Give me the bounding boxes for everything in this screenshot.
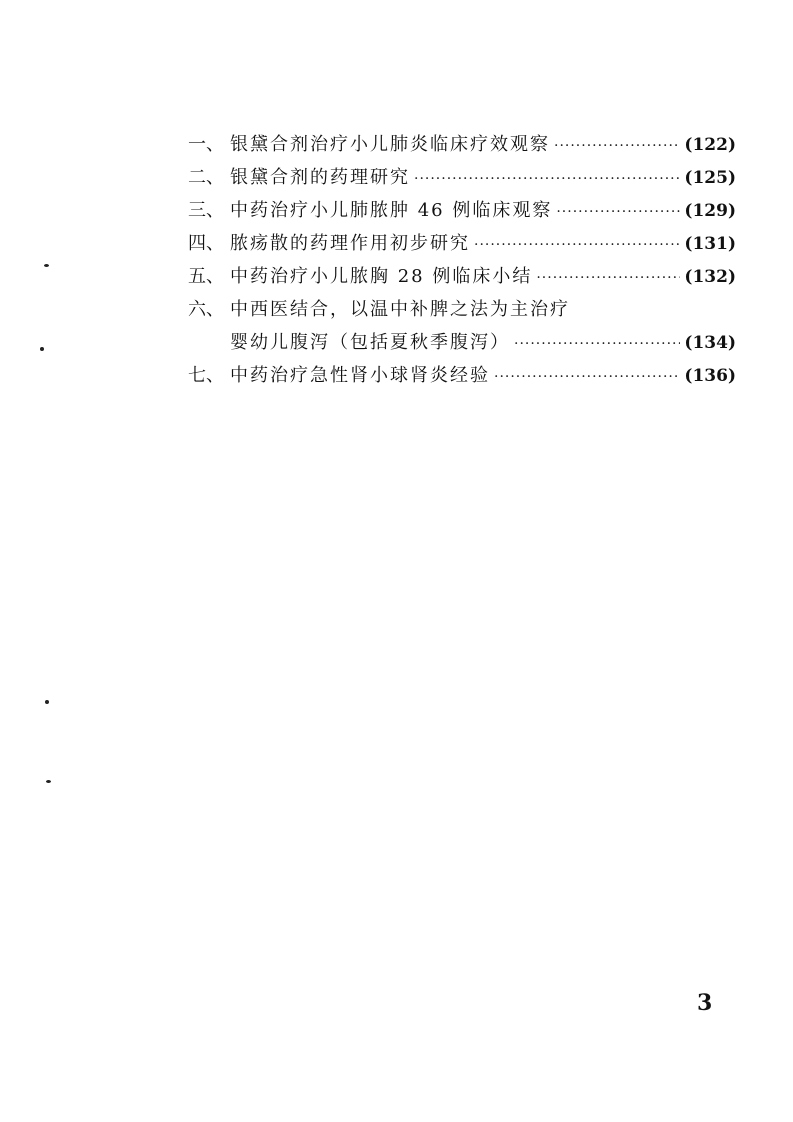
toc-entry-title: 脓疡散的药理作用初步研究 — [230, 233, 470, 254]
toc-leader-dots — [494, 361, 680, 394]
scan-speck — [44, 264, 49, 267]
toc-entry-title: 银黛合剂的药理研究 — [230, 167, 410, 188]
toc-entry-page: (125) — [684, 168, 736, 188]
toc-entry-5[interactable] — [188, 260, 736, 293]
toc-entry-7[interactable] — [188, 359, 736, 392]
toc-entry-number: 二、 — [188, 167, 224, 188]
toc-entry-page: (131) — [684, 234, 736, 254]
toc-leader-dots — [514, 328, 680, 361]
toc-leader-dots — [474, 229, 680, 262]
toc-entry-number: 一、 — [188, 134, 224, 155]
toc-entry-page: (134) — [684, 333, 736, 353]
scan-speck — [45, 700, 49, 704]
toc-entry-title: 中西医结合，以温中补脾之法为主治疗 — [230, 299, 570, 320]
scan-speck — [46, 780, 51, 783]
toc-entry-title: 中药治疗小儿肺脓肿 46 例临床观察 — [230, 200, 553, 221]
toc-entry-2[interactable] — [188, 161, 736, 194]
toc-entry-title: 中药治疗急性肾小球肾炎经验 — [230, 365, 490, 386]
page-number: 3 — [697, 990, 713, 1016]
toc-entry-title: 中药治疗小儿脓胸 28 例临床小结 — [230, 266, 533, 287]
toc-entry-page: (129) — [684, 201, 736, 221]
toc-entry-title-continued: 婴幼儿腹泻（包括夏秋季腹泻） — [230, 332, 510, 353]
scan-speck — [40, 347, 44, 351]
toc-leader-dots — [554, 130, 680, 163]
toc-entry-page: (132) — [684, 267, 736, 287]
toc-entry-number: 三、 — [188, 200, 224, 221]
toc-entry-6-continuation[interactable] — [188, 326, 736, 359]
toc-entry-4[interactable] — [188, 227, 736, 260]
toc-entry-number: 六、 — [188, 299, 224, 320]
toc-entry-1[interactable] — [188, 128, 736, 161]
table-of-contents — [188, 128, 736, 392]
toc-entry-6[interactable] — [188, 293, 736, 326]
toc-entry-page: (122) — [684, 135, 736, 155]
toc-leader-dots — [536, 262, 680, 295]
toc-entry-number: 七、 — [188, 365, 224, 386]
toc-entry-page: (136) — [684, 366, 736, 386]
toc-leader-dots — [556, 196, 680, 229]
toc-entry-3[interactable] — [188, 194, 736, 227]
toc-entry-number: 四、 — [188, 233, 224, 254]
toc-entry-number: 五、 — [188, 266, 224, 287]
toc-entry-title: 银黛合剂治疗小儿肺炎临床疗效观察 — [230, 134, 550, 155]
toc-leader-dots — [414, 163, 680, 196]
